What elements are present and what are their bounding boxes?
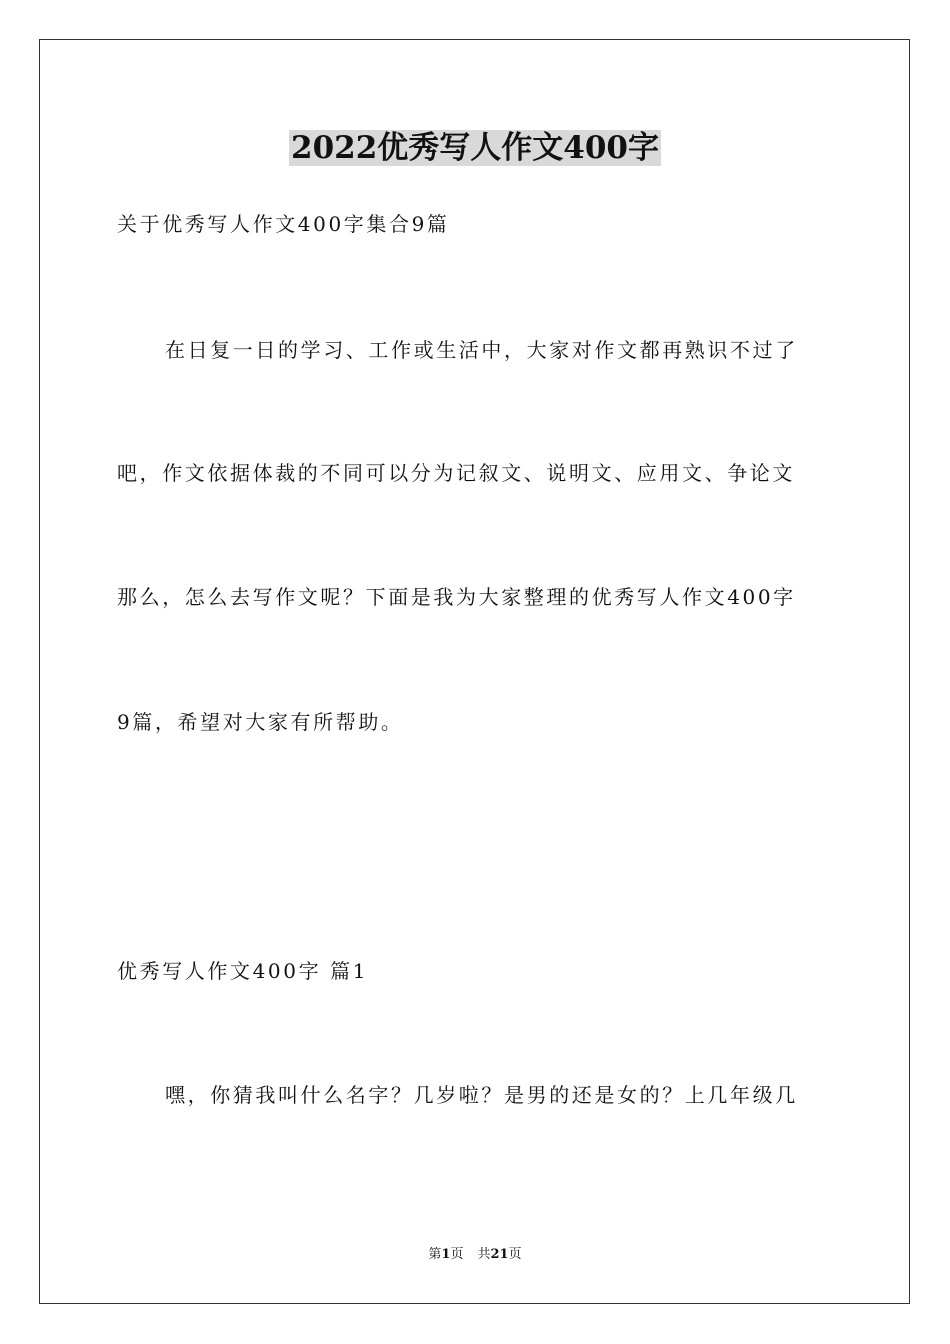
footer-total-suffix: 页: [508, 1247, 522, 1262]
page-footer: [0, 1246, 950, 1264]
document-subtitle: 关于优秀写人作文400字集合9篇: [117, 212, 450, 236]
footer-page-number: 1: [441, 1247, 451, 1262]
section-first-line: 嘿，你猜我叫什么名字？几岁啦？是男的还是女的？上几年级几: [165, 1083, 798, 1107]
document-title: [0, 126, 950, 170]
footer-total-pages: 21: [490, 1247, 509, 1262]
intro-line-3: 那么，怎么去写作文呢？下面是我为大家整理的优秀写人作文400字: [117, 585, 796, 609]
footer-page-prefix: 第: [428, 1247, 442, 1262]
document-title-text: 2022优秀写人作文400字: [291, 130, 659, 166]
section-heading: 优秀写人作文400字 篇1: [117, 959, 369, 983]
footer-page-suffix: 页: [450, 1247, 464, 1262]
footer-total-prefix: 共: [477, 1247, 491, 1262]
intro-line-2: 吧，作文依据体裁的不同可以分为记叙文、说明文、应用文、争论文: [117, 461, 795, 485]
intro-line-4: 9篇，希望对大家有所帮助。: [117, 710, 404, 734]
intro-line-1: 在日复一日的学习、工作或生活中，大家对作文都再熟识不过了: [165, 338, 798, 362]
